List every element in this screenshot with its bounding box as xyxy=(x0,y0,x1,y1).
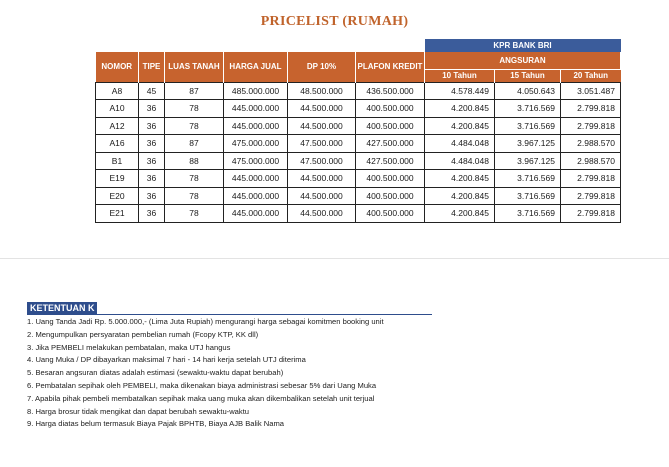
col-plafon-header: PLAFON KREDIT xyxy=(356,52,425,82)
tenor-15-header: 15 Tahun xyxy=(495,69,561,82)
ketentuan-heading: KETENTUAN K xyxy=(27,302,100,314)
cell-luas-tanah: 78 xyxy=(165,117,224,135)
table-row xyxy=(96,187,621,205)
cell-tenor-10: 4.200.845 xyxy=(425,187,495,205)
cell-harga-jual: 475.000.000 xyxy=(224,152,288,170)
table-row xyxy=(96,205,621,223)
cell-nomor: E21 xyxy=(96,205,139,223)
cell-tenor-20: 2.799.818 xyxy=(561,170,621,188)
cell-harga-jual: 445.000.000 xyxy=(224,100,288,118)
cell-nomor: B1 xyxy=(96,152,139,170)
cell-luas-tanah: 78 xyxy=(165,187,224,205)
table-row xyxy=(96,100,621,118)
cell-harga-jual: 475.000.000 xyxy=(224,135,288,153)
cell-tenor-10: 4.200.845 xyxy=(425,100,495,118)
cell-tenor-10: 4.200.845 xyxy=(425,205,495,223)
cell-luas-tanah: 87 xyxy=(165,82,224,100)
cell-plafon: 400.500.000 xyxy=(356,100,425,118)
cell-plafon: 400.500.000 xyxy=(356,205,425,223)
cell-nomor: A12 xyxy=(96,117,139,135)
cell-tipe: 36 xyxy=(139,135,165,153)
col-dp-header: DP 10% xyxy=(288,52,356,82)
cell-dp: 44.500.000 xyxy=(288,205,356,223)
cell-tenor-15: 3.967.125 xyxy=(495,135,561,153)
cell-tenor-15: 3.716.569 xyxy=(495,117,561,135)
cell-tenor-15: 3.716.569 xyxy=(495,170,561,188)
ketentuan-item: 5. Besaran angsuran diatas adalah estimasi (sewaktu-waktu dapat berubah) xyxy=(27,368,284,378)
cell-tenor-20: 2.799.818 xyxy=(561,117,621,135)
table-row xyxy=(96,152,621,170)
cell-dp: 44.500.000 xyxy=(288,100,356,118)
ketentuan-item: 4. Uang Muka / DP dibayarkan maksimal 7 hari - 14 hari kerja setelah UTJ diterima xyxy=(27,355,306,365)
col-luas-tanah-header: LUAS TANAH xyxy=(165,52,224,82)
col-nomor-header: NOMOR xyxy=(96,52,139,82)
cell-tenor-20: 2.799.818 xyxy=(561,100,621,118)
cell-luas-tanah: 88 xyxy=(165,152,224,170)
tenor-20-header: 20 Tahun xyxy=(561,69,621,82)
cell-dp: 47.500.000 xyxy=(288,152,356,170)
cell-luas-tanah: 87 xyxy=(165,135,224,153)
ketentuan-list xyxy=(27,316,384,431)
cell-nomor: A16 xyxy=(96,135,139,153)
cell-dp: 47.500.000 xyxy=(288,135,356,153)
cell-harga-jual: 485.000.000 xyxy=(224,82,288,100)
cell-luas-tanah: 78 xyxy=(165,205,224,223)
cell-harga-jual: 445.000.000 xyxy=(224,205,288,223)
ketentuan-item: 7. Apabila pihak pembeli membatalkan sepihak maka uang muka akan dikembalikan setelah unit terjual xyxy=(27,393,375,403)
ketentuan-heading-edge xyxy=(97,302,100,314)
cell-plafon: 400.500.000 xyxy=(356,117,425,135)
cell-plafon: 436.500.000 xyxy=(356,82,425,100)
cell-harga-jual: 445.000.000 xyxy=(224,117,288,135)
col-harga-jual-header: HARGA JUAL xyxy=(224,52,288,82)
cell-tenor-10: 4.200.845 xyxy=(425,117,495,135)
table-row xyxy=(96,135,621,153)
cell-plafon: 427.500.000 xyxy=(356,152,425,170)
cell-tenor-20: 2.988.570 xyxy=(561,135,621,153)
cell-nomor: A10 xyxy=(96,100,139,118)
cell-nomor: E20 xyxy=(96,187,139,205)
cell-dp: 48.500.000 xyxy=(288,82,356,100)
bank-header: KPR BANK BRI xyxy=(425,39,621,52)
ketentuan-item: 6. Pembatalan sepihak oleh PEMBELI, maka dikenakan biaya administrasi sebesar 5% dari Uang Muka xyxy=(27,380,377,390)
cell-tenor-15: 3.716.569 xyxy=(495,205,561,223)
cell-plafon: 400.500.000 xyxy=(356,187,425,205)
table-row xyxy=(96,117,621,135)
ketentuan-item: 8. Harga brosur tidak mengikat dan dapat berubah sewaktu-waktu xyxy=(27,406,250,416)
col-tipe-header: TIPE xyxy=(139,52,165,82)
ketentuan-item: 3. Jika PEMBELI melakukan pembatalan, maka UTJ hangus xyxy=(27,342,231,352)
cell-tenor-15: 4.050.643 xyxy=(495,82,561,100)
cell-tipe: 45 xyxy=(139,82,165,100)
cell-luas-tanah: 78 xyxy=(165,100,224,118)
cell-tenor-20: 2.799.818 xyxy=(561,205,621,223)
cell-tenor-15: 3.716.569 xyxy=(495,187,561,205)
table-row xyxy=(96,170,621,188)
price-table xyxy=(95,39,621,223)
cell-tenor-10: 4.200.845 xyxy=(425,170,495,188)
cell-tipe: 36 xyxy=(139,170,165,188)
section-divider xyxy=(0,258,669,259)
cell-tipe: 36 xyxy=(139,187,165,205)
cell-tenor-20: 3.051.487 xyxy=(561,82,621,100)
cell-harga-jual: 445.000.000 xyxy=(224,187,288,205)
ketentuan-item: 9. Harga diatas belum termasuk Biaya Pajak BPHTB, Biaya AJB Balik Nama xyxy=(27,419,285,429)
cell-tenor-20: 2.799.818 xyxy=(561,187,621,205)
cell-plafon: 400.500.000 xyxy=(356,170,425,188)
table-row xyxy=(96,82,621,100)
cell-tipe: 36 xyxy=(139,117,165,135)
cell-tenor-10: 4.484.048 xyxy=(425,135,495,153)
cell-dp: 44.500.000 xyxy=(288,187,356,205)
cell-dp: 44.500.000 xyxy=(288,170,356,188)
cell-nomor: A8 xyxy=(96,82,139,100)
pricelist-title: PRICELIST (RUMAH) xyxy=(260,14,409,29)
cell-tenor-15: 3.716.569 xyxy=(495,100,561,118)
cell-tenor-15: 3.967.125 xyxy=(495,152,561,170)
tenor-10-header: 10 Tahun xyxy=(425,69,495,82)
cell-tipe: 36 xyxy=(139,205,165,223)
cell-dp: 44.500.000 xyxy=(288,117,356,135)
cell-harga-jual: 445.000.000 xyxy=(224,170,288,188)
ketentuan-item: 2. Mengumpulkan persyaratan pembelian rumah (Fcopy KTP, KK dll) xyxy=(27,329,259,339)
cell-tipe: 36 xyxy=(139,100,165,118)
cell-tenor-20: 2.988.570 xyxy=(561,152,621,170)
angsuran-header: ANGSURAN xyxy=(425,52,621,69)
cell-luas-tanah: 78 xyxy=(165,170,224,188)
ketentuan-underline xyxy=(27,314,432,315)
cell-plafon: 427.500.000 xyxy=(356,135,425,153)
cell-tipe: 36 xyxy=(139,152,165,170)
ketentuan-item: 1. Uang Tanda Jadi Rp. 5.000.000,- (Lima Juta Rupiah) mengurangi harga sebagai komitmen booking unit xyxy=(27,317,384,326)
cell-tenor-10: 4.484.048 xyxy=(425,152,495,170)
cell-nomor: E19 xyxy=(96,170,139,188)
cell-tenor-10: 4.578.449 xyxy=(425,82,495,100)
